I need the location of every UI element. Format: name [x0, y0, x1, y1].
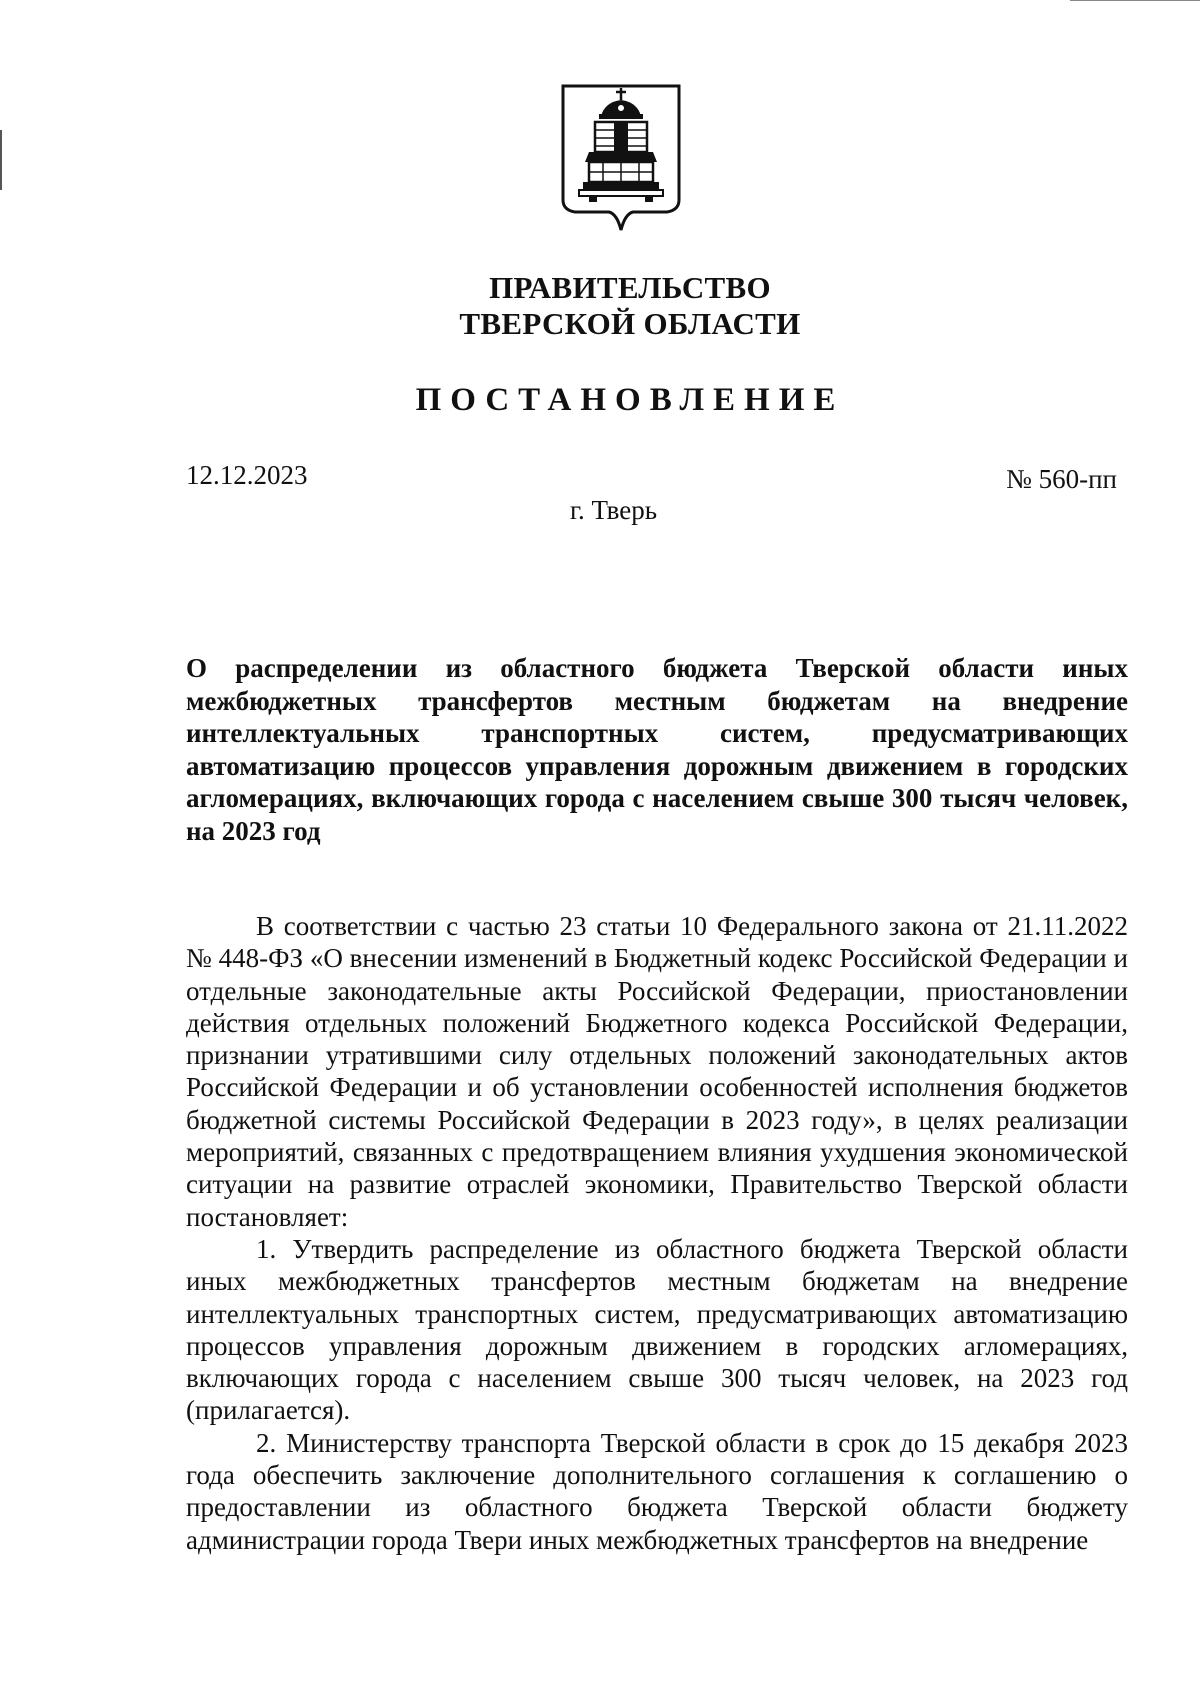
document-body [186, 910, 1128, 1556]
coat-of-arms-emblem [559, 82, 683, 234]
document-city: г. Тверь [570, 495, 658, 525]
scan-edge-mark-left [0, 130, 2, 190]
document-subject-heading: О распределении из областного бюджета Тверской области иных межбюджетных трансфертов местным бюджетам на внедрение интеллектуальных транспортных систем, предусматривающих автоматизацию процессов управления дорожным движением в городских агломерациях, включающих города с населением свыше 300 тысяч человек, на 2023 год [186, 653, 1128, 846]
document-date: 12.12.2023 [186, 460, 308, 490]
organization-name-line-2: ТВЕРСКОЙ ОБЛАСТИ [459, 306, 801, 341]
body-paragraph-preamble: В соответствии с частью 23 статьи 10 Федерального закона от 21.11.2022 № 448-ФЗ «О внесении изменений в Бюджетный кодекс Российской Федерации и отдельные законодательные акты Российской Федерации, приостановлении действия отдельных положений Бюджетного кодекса Российской Федерации, признании утратившими силу отдельных положений законодательных актов Российской Федерации и об установлении особенностей исполнения бюджетов бюджетной системы Российской Федерации в 2023 году», в целях реализации мероприятий, связанных с предотвращением влияния ухудшения экономической ситуации на развитие отраслей экономики, Правительство Тверской области постановляет: [186, 911, 1128, 1232]
organization-name-line-1: ПРАВИТЕЛЬСТВО [489, 270, 771, 305]
document-type-title: ПОСТАНОВЛЕНИЕ [415, 382, 845, 418]
scan-edge-mark-top-right [1070, 0, 1200, 1]
body-paragraph-item-2: 2. Министерству транспорта Тверской области в срок до 15 декабря 2023 года обеспечить заключение дополнительного соглашения к соглашению о предоставлении из областного бюджета Тверской области бюджету администрации города Твери иных межбюджетных трансфертов на внедрение [186, 1427, 1128, 1555]
body-paragraph-item-1: 1. Утвердить распределение из областного бюджета Тверской области иных межбюджетных трансфертов местным бюджетам на внедрение интеллектуальных транспортных систем, предусматривающих автоматизацию процессов управления дорожным движением в городских агломерациях, включающих города с населением свыше 300 тысяч человек, на 2023 год (прилагается). [186, 1233, 1128, 1426]
document-number: № 560-пп [1006, 464, 1117, 494]
